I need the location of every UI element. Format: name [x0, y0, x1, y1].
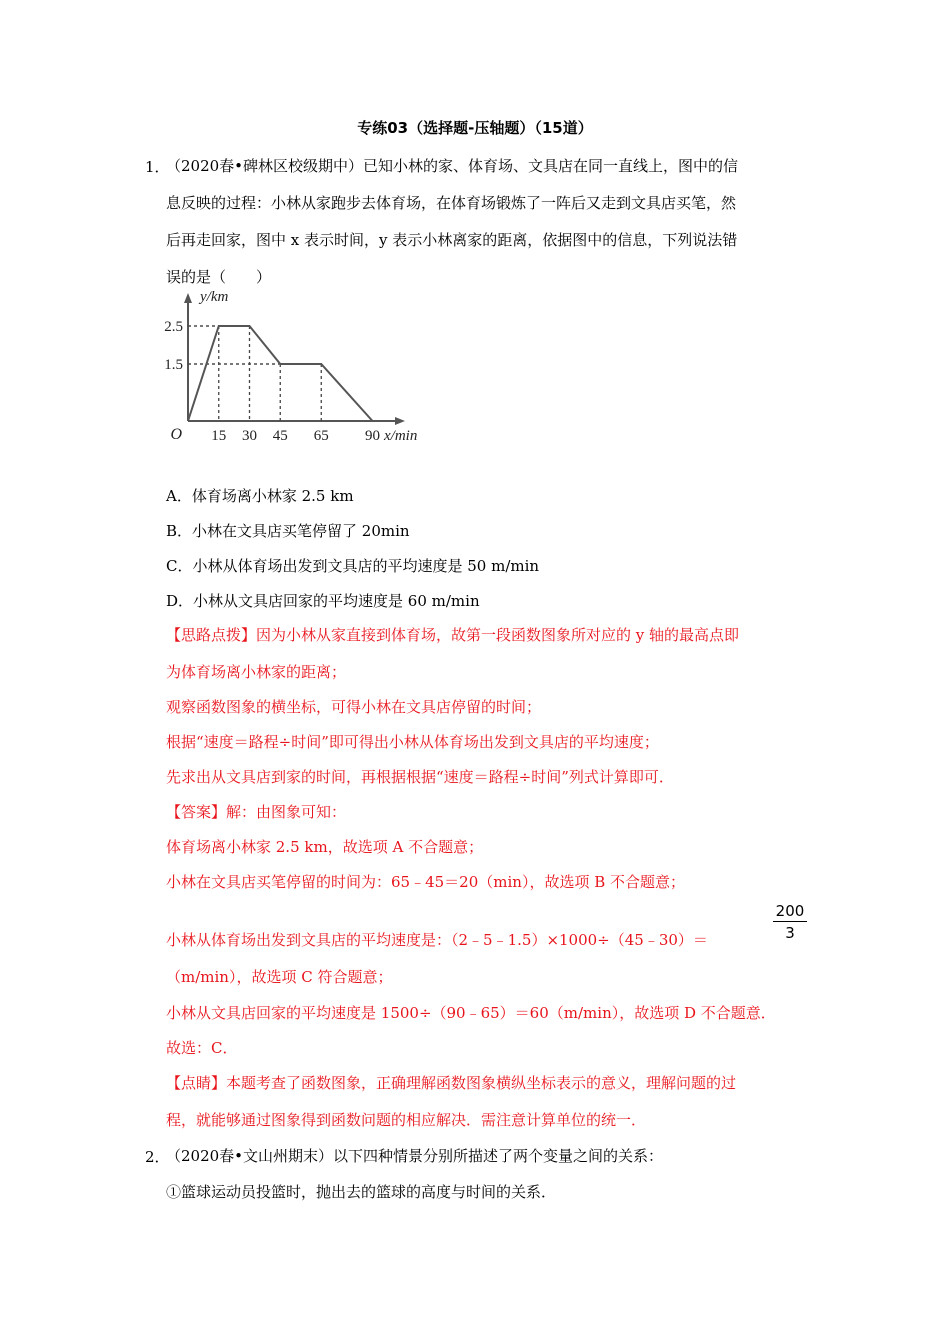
hint-line-4: 根据“速度＝路程÷时间”即可得出小林从体育场出发到文具店的平均速度；	[166, 733, 659, 751]
option-a: A．体育场离小林家 2.5 km	[166, 487, 354, 505]
question-2-line-1: （2020春•文山州期末）以下四种情景分别所描述了两个变量之间的关系：	[166, 1147, 664, 1165]
answer-line-4: 小林从体育场出发到文具店的平均速度是：（2﹣5﹣1.5）×1000÷（45﹣30）＝	[166, 931, 708, 949]
answer-line-3: 小林在文具店买笔停留的时间为：65﹣45＝20（min），故选项 B 不合题意；	[166, 873, 686, 891]
fraction-numerator: 200	[773, 902, 807, 922]
distance-time-chart	[160, 290, 460, 450]
origin-label: O	[170, 426, 182, 443]
hint-line-1: 【思路点拨】因为小林从家直接到体育场，故第一段函数图象所对应的 y 轴的最高点即	[166, 626, 740, 644]
x-tick-label: 65	[313, 428, 329, 444]
question-2-item-1: ①篮球运动员投篮时，抛出去的篮球的高度与时间的关系．	[166, 1183, 557, 1201]
question-1-line-2: 息反映的过程：小林从家跑步去体育场，在体育场锻炼了一阵后又走到文具店买笔，然	[166, 194, 737, 212]
x-axis-arrow	[395, 417, 405, 425]
question-1-line-3: 后再走回家，图中 x 表示时间，y 表示小林离家的距离，依据图中的信息，下列说法错	[166, 231, 738, 249]
x-tick-label: 30	[242, 428, 257, 444]
option-d: D．小林从文具店回家的平均速度是 60 m/min	[166, 592, 480, 610]
y-tick-label: 2.5	[164, 319, 183, 335]
question-1-number: 1．	[145, 158, 170, 176]
answer-line-2: 体育场离小林家 2.5 km，故选项 A 不合题意；	[166, 838, 484, 856]
question-1-line-4: 误的是（ ）	[166, 268, 272, 286]
option-c: C．小林从体育场出发到文具店的平均速度是 50 m/min	[166, 557, 540, 575]
answer-line-7: 故选：C．	[166, 1039, 238, 1057]
x-axis-label: x/min	[384, 428, 418, 444]
page-title: 专练03（选择题-压轴题）（15道）	[357, 119, 593, 137]
y-axis-label: y/km	[200, 290, 229, 305]
x-tick-label: 45	[272, 428, 288, 444]
question-1-line-1: （2020春•碑林区校级期中）已知小林的家、体育场、文具店在同一直线上，图中的信	[166, 157, 739, 175]
y-tick-label: 1.5	[164, 357, 183, 373]
comment-line-2: 程，就能够通过图象得到函数问题的相应解决．需注意计算单位的统一．	[166, 1111, 647, 1129]
fraction-200-over-3	[773, 902, 807, 942]
answer-line-6: 小林从文具店回家的平均速度是 1500÷（90﹣65）＝60（m/min），故选项 D 不合题意．	[166, 1004, 776, 1022]
fraction-denominator: 3	[785, 924, 795, 942]
hint-line-5: 先求出从文具店到家的时间，再根据根据“速度＝路程÷时间”列式计算即可．	[166, 768, 674, 786]
answer-line-5: （m/min），故选项 C 符合题意；	[166, 968, 393, 986]
option-b: B．小林在文具店买笔停留了 20min	[166, 522, 410, 540]
hint-line-3: 观察函数图象的横坐标，可得小林在文具店停留的时间；	[166, 698, 542, 716]
answer-line-1: 【答案】解：由图象可知：	[166, 803, 347, 821]
x-tick-label: 90	[365, 428, 380, 444]
hint-line-2: 为体育场离小林家的距离；	[166, 663, 347, 681]
x-tick-label: 15	[211, 428, 227, 444]
y-axis-arrow	[184, 293, 192, 303]
question-2-number: 2．	[145, 1148, 170, 1166]
comment-line-1: 【点睛】本题考查了函数图象，正确理解函数图象横纵坐标表示的意义，理解问题的过	[166, 1074, 737, 1092]
